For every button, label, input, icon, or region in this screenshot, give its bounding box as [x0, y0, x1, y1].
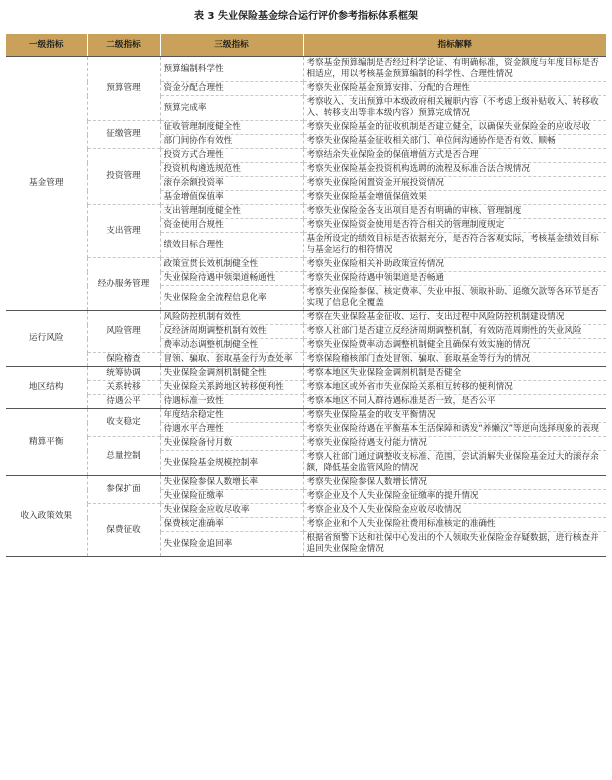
table-row — [6, 381, 606, 395]
table-row — [6, 311, 606, 325]
indicator-explanation: 考察保险稽核部门查处冒领、骗取、套取基金等行为的情况 — [303, 353, 606, 367]
table-row — [6, 437, 606, 451]
indicator-explanation: 考察本地区不同人群待遇标准是否一致，是否公平 — [303, 395, 606, 409]
table-row — [6, 476, 606, 490]
indicator-explanation: 根据省预警下达和社保中心发出的个人领取失业保险金存疑数据，进行核查并追回失业保险金情况 — [303, 532, 606, 557]
level3-indicator: 绩效目标合理性 — [160, 233, 303, 258]
header-level1: 一级指标 — [6, 34, 87, 57]
indicator-explanation: 考察企业及个人失业保险金应收尽收情况 — [303, 504, 606, 518]
level3-indicator: 保费核定准确率 — [160, 518, 303, 532]
indicator-explanation: 考察失业保险参保、核定费率、失业申报、领取补助、追缴欠款等各环节是否实现了信息化全覆盖 — [303, 286, 606, 311]
level3-indicator: 待遇水平合理性 — [160, 423, 303, 437]
level2-indicator: 预算管理 — [87, 57, 160, 121]
level3-indicator: 失业保险征缴率 — [160, 490, 303, 504]
level3-indicator: 失业保险待遇申领渠道畅通性 — [160, 272, 303, 286]
indicator-explanation: 考察企业及个人失业保险金征缴率的提升情况 — [303, 490, 606, 504]
level3-indicator: 投资方式合理性 — [160, 149, 303, 163]
table-caption: 表 3 失业保险基金综合运行评价参考指标体系框架 — [194, 11, 418, 22]
level3-indicator: 支出管理制度健全性 — [160, 205, 303, 219]
indicator-explanation: 考察失业保险基金的收支平衡情况 — [303, 409, 606, 423]
indicator-explanation: 考察失业保险基金征收相关部门、单位间沟通协作是否有效、顺畅 — [303, 135, 606, 149]
indicator-explanation: 考察在失业保险基金征收、运行、支出过程中风险防控机制建设情况 — [303, 311, 606, 325]
level3-indicator: 基金增值保值率 — [160, 191, 303, 205]
table-header — [6, 34, 606, 57]
level3-indicator: 部门间协作有效性 — [160, 135, 303, 149]
indicator-explanation: 考察失业保险资金使用是否符合相关的管理制度规定 — [303, 219, 606, 233]
level2-indicator: 经办服务管理 — [87, 258, 160, 311]
level3-indicator: 失业保险金应收尽收率 — [160, 504, 303, 518]
table-row — [6, 353, 606, 367]
table-body — [6, 57, 606, 557]
level3-indicator: 风险防控机制有效性 — [160, 311, 303, 325]
table-row — [6, 395, 606, 409]
header-level3: 三级指标 — [160, 34, 303, 57]
level3-indicator: 投资机构遴选规范性 — [160, 163, 303, 177]
table-row — [6, 258, 606, 272]
level1-indicator: 精算平衡 — [6, 409, 87, 476]
level3-indicator: 年度结余稳定性 — [160, 409, 303, 423]
level3-indicator: 反经济周期调整机制有效性 — [160, 325, 303, 339]
indicator-explanation: 考察失业保险基金的征收机制是否建立健全，以确保失业保险金的应收尽收 — [303, 121, 606, 135]
indicator-explanation: 考察企业和个人失业保险社费用标准核定的准确性 — [303, 518, 606, 532]
level3-indicator: 失业保险金追回率 — [160, 532, 303, 557]
level1-indicator: 地区结构 — [6, 367, 87, 409]
indicator-explanation: 考察人社部门通过调整收支标准、范围，尝试消解失业保险基金过大的滚存余额，降低基金监管风险的情况 — [303, 451, 606, 476]
level3-indicator: 失业保险关系跨地区转移便利性 — [160, 381, 303, 395]
indicator-explanation: 考察基金预算编制是否经过科学论证、有明确标准，资金额度与年度目标是否相适应，用以考核基金预算编制的科学性、合理性情况 — [303, 57, 606, 82]
table-row — [6, 121, 606, 135]
level1-indicator: 收入政策效果 — [6, 476, 87, 557]
level2-indicator: 参保扩面 — [87, 476, 160, 504]
indicator-table — [6, 34, 606, 557]
level3-indicator: 政策宣贯长效机制健全性 — [160, 258, 303, 272]
level2-indicator: 支出管理 — [87, 205, 160, 258]
level3-indicator: 待遇标准一致性 — [160, 395, 303, 409]
level3-indicator: 资金使用合规性 — [160, 219, 303, 233]
indicator-explanation: 考察人社部门是否建立反经济周期调整机制，有效防范周期性的失业风险 — [303, 325, 606, 339]
level3-indicator: 失业保险基金规模控制率 — [160, 451, 303, 476]
level1-indicator: 基金管理 — [6, 57, 87, 311]
table-row — [6, 149, 606, 163]
level3-indicator: 失业保险参保人数增长率 — [160, 476, 303, 490]
level2-indicator: 待遇公平 — [87, 395, 160, 409]
indicator-explanation: 考察收入、支出预算中本级政府相关履职内容（不考虑上级补贴收入、转移收入、转移支出等非本级内容）预算完成情况 — [303, 96, 606, 121]
level1-indicator: 运行风险 — [6, 311, 87, 367]
table-row — [6, 504, 606, 518]
indicator-explanation: 考察失业保险闲置资金开展投资情况 — [303, 177, 606, 191]
indicator-explanation: 考察失业保险费率动态调整机制健全且确保有效实施的情况 — [303, 339, 606, 353]
indicator-explanation: 考察本地区失业保险金调剂机制是否健全 — [303, 367, 606, 381]
level3-indicator: 失业保险备付月数 — [160, 437, 303, 451]
indicator-explanation: 考察失业保险相关补助政策宣传情况 — [303, 258, 606, 272]
level3-indicator: 费率动态调整机制健全性 — [160, 339, 303, 353]
header-level2: 二级指标 — [87, 34, 160, 57]
indicator-explanation: 考察失业保险金各支出项目是否有明确的审核、管理制度 — [303, 205, 606, 219]
indicator-explanation: 考察失业保险基金预算安排、分配的合理性 — [303, 82, 606, 96]
level3-indicator: 征收管理制度健全性 — [160, 121, 303, 135]
level2-indicator: 关系转移 — [87, 381, 160, 395]
level3-indicator: 失业保险金全流程信息化率 — [160, 286, 303, 311]
level2-indicator: 总量控制 — [87, 437, 160, 476]
level3-indicator: 失业保险金调剂机制健全性 — [160, 367, 303, 381]
table-row — [6, 409, 606, 423]
indicator-explanation: 考察失业保险基金增值保值效果 — [303, 191, 606, 205]
level2-indicator: 保险稽查 — [87, 353, 160, 367]
indicator-explanation: 考察失业保险参保人数增长情况 — [303, 476, 606, 490]
header-explanation: 指标解释 — [303, 34, 606, 57]
level2-indicator: 统筹协调 — [87, 367, 160, 381]
table-row — [6, 205, 606, 219]
table-row — [6, 367, 606, 381]
indicator-explanation: 考察本地区或外省市失业保险关系相互转移的便利情况 — [303, 381, 606, 395]
indicator-explanation: 考察失业保险基金投资机构选聘的流程及标准合法合规情况 — [303, 163, 606, 177]
level2-indicator: 收支稳定 — [87, 409, 160, 437]
indicator-explanation: 考察失业保险待遇申领渠道是否畅通 — [303, 272, 606, 286]
level3-indicator: 预算编制科学性 — [160, 57, 303, 82]
indicator-explanation: 考察失业保险待遇在平衡基本生活保障和诱发“养懒汉”等逆向选择现象的表现 — [303, 423, 606, 437]
level3-indicator: 资金分配合理性 — [160, 82, 303, 96]
level2-indicator: 征缴管理 — [87, 121, 160, 149]
level3-indicator: 冒领、骗取、套取基金行为查处率 — [160, 353, 303, 367]
indicator-explanation: 基金所设定的绩效目标是否依据充分，是否符合客观实际，考核基金绩效目标与基金运行的相符情况 — [303, 233, 606, 258]
indicator-explanation: 考察结余失业保险金的保值增值方式是否合理 — [303, 149, 606, 163]
indicator-explanation: 考察失业保险待遇支付能力情况 — [303, 437, 606, 451]
level2-indicator: 投资管理 — [87, 149, 160, 205]
level2-indicator: 保费征收 — [87, 504, 160, 557]
level3-indicator: 预算完成率 — [160, 96, 303, 121]
level2-indicator: 风险管理 — [87, 311, 160, 353]
level3-indicator: 滚存余额投资率 — [160, 177, 303, 191]
table-row — [6, 57, 606, 82]
